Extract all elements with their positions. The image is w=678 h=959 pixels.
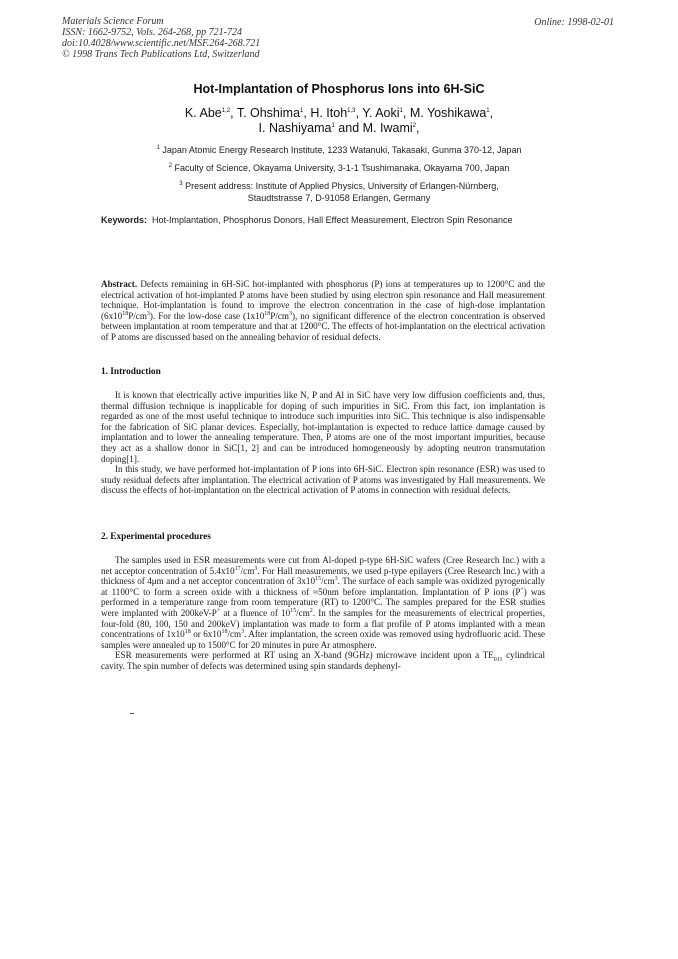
author-separator: , — [489, 106, 494, 120]
intro-paragraph-1: It is known that electrically active impurities like N, P and Al in SiC have very low diffusion coefficients and, thus, thermal diffusion technique is inapplicable for doping of such impurities in SiC. From this fact, ion implantation is regarded as one of the most useful technique to introduce such impurities into SiC. This technique is also indispensable for the fabrication of SiC planar devices. Especially, hot-implantation is expected to reduce lattice damage caused by implantation and to lower the annealing temperature. Then, P atoms are one of the most important impurities, because they act as a shallow donor in SiC[1, 2] and can be introduced homogeneously by adopting neutron transmutation doping[1]. — [101, 390, 545, 464]
superscript: 2 — [309, 607, 313, 614]
exp-paragraph-2 — [101, 650, 545, 671]
issn-line: ISSN: 1662-9752, Vols. 264-268, pp 721-724 — [62, 27, 242, 38]
author-separator: , — [402, 106, 410, 120]
journal-name: Materials Science Forum — [62, 16, 164, 27]
page-mark — [130, 713, 134, 714]
affiliation-1 — [60, 144, 618, 156]
journal-header — [62, 16, 260, 60]
text-run: /cm — [227, 629, 242, 640]
keywords — [101, 215, 549, 226]
text-run: or 6x10 — [190, 629, 222, 640]
exp-paragraph-1 — [101, 555, 545, 650]
author: H. Itoh — [310, 106, 348, 120]
superscript: 17 — [234, 565, 241, 572]
author-line-1 — [60, 106, 618, 121]
experimental-body — [101, 555, 545, 672]
superscript: 3 — [254, 565, 258, 572]
author-separator: , — [230, 106, 237, 120]
text-run: ) was performed in a temperature range from room temperature (RT) to 1200°C. The samples prepared for the ESR studies were implanted with 200keV-P — [101, 586, 545, 618]
superscript: 18 — [184, 629, 191, 636]
author-separator: , — [415, 121, 420, 135]
text-run: . For Hall measurements, we used p-type epilayers (Cree Research Inc.) with a thickness of 4μm and a net acceptor concentration of 3x10 — [101, 565, 545, 587]
author: T. Ohshima — [236, 106, 301, 120]
copyright-line: © 1998 Trans Tech Publications Ltd, Switzerland — [62, 49, 260, 60]
author-affiliation-mark: 1 — [331, 122, 335, 129]
author-affiliation-mark: 1 — [399, 107, 403, 114]
author-separator: , — [355, 106, 363, 120]
author-separator: and — [334, 121, 363, 135]
text-run: ). For the low-dose case (1x10 — [149, 310, 265, 321]
author-affiliation-mark: 1,3 — [347, 107, 356, 114]
text-run: Defects remaining in 6H-SiC hot-implanted with phosphorus (P) ions at temperatures up to 1200°C and the electrical activation of hot-implanted P atoms have been studied by using electron spin resonance and Hall measurement technique. Hot-implantation is found to improve the electron concentration in the case of high-dose implantation (6x10 — [101, 279, 545, 321]
abstract-label: Abstract. — [101, 279, 138, 289]
author-affiliation-mark: 1 — [300, 107, 304, 114]
superscript: 15 — [290, 607, 297, 614]
text-run: . The surface of each sample was oxidized pyrogenically at 1100°C to form a screen oxide with a thickness of ≈50nm before implantation. Implantation of P ions (P — [101, 576, 545, 597]
author-separator: , — [303, 106, 311, 120]
affiliation-mark: 1 — [156, 145, 160, 151]
introduction-body — [101, 390, 545, 496]
author-affiliation-mark: 2 — [412, 122, 416, 129]
text-run: at a fluence of 10 — [220, 607, 291, 618]
text-run: P/cm — [270, 310, 289, 321]
superscript: + — [216, 607, 221, 614]
superscript: 18 — [122, 310, 129, 317]
superscript: + — [520, 586, 524, 593]
superscript: 18 — [264, 310, 271, 317]
text-run: . In the samples for the measurements of electrical properties, four-fold (80, 100, 150 and 200keV) implantation was made to form a flat profile of P atoms implanted with a mean concentrations of 1x10 — [101, 607, 545, 640]
affiliation-mark: 3 — [179, 181, 183, 187]
author: M. Yoshikawa — [409, 106, 487, 120]
affiliation-mark: 2 — [168, 163, 172, 169]
intro-paragraph-2: In this study, we have performed hot-implantation of P ions into 6H-SiC. Electron spin resonance (ESR) was used to study residual defects after implantation. The electrical activation of P atoms was investigated by Hall measurements. We discuss the effects of hot-implantation on the electrical activation of P atoms in connection with residual defects. — [101, 464, 545, 496]
text-run: P/cm — [128, 310, 147, 321]
keywords-label: Keywords: — [101, 215, 148, 225]
superscript: 3 — [288, 310, 292, 317]
text-run: /cm — [321, 576, 335, 587]
abstract — [101, 279, 545, 343]
text-run: cylindrical cavity. The spin number of defects was determined using spin standards dephenyl- — [101, 650, 545, 671]
author-affiliation-mark: 1,2 — [221, 107, 231, 114]
author: Y. Aoki — [362, 106, 400, 120]
affiliation-text: Present address: Institute of Applied Physics, University of Erlangen-Nürnberg, — [185, 181, 499, 191]
author: M. Iwami — [362, 121, 413, 135]
affiliation-2 — [60, 162, 618, 174]
keywords-text: Hot-Implantation, Phosphorus Donors, Hall Effect Measurement, Electron Spin Resonance — [152, 215, 513, 225]
section-heading-experimental: 2. Experimental procedures — [101, 532, 211, 542]
subscript: 011 — [493, 657, 503, 664]
text-run: The samples used in ESR measurements were cut from Al-doped p-type 6H-SiC wafers (Cree Research Inc.) with a net acceptor concentration of 5.4x10 — [101, 555, 545, 576]
author: I. Nashiyama — [258, 121, 332, 135]
text-run: /cm — [240, 565, 255, 576]
text-run: ESR measurements were performed at RT using an X-band (9GHz) microwave incident upon a TE — [115, 650, 494, 661]
paper-title: Hot-Implantation of Phosphorus Ions into 6H-SiC — [193, 82, 485, 96]
superscript: 18 — [221, 629, 228, 636]
superscript: 15 — [315, 576, 322, 583]
author-list — [60, 106, 618, 136]
section-heading-introduction: 1. Introduction — [101, 367, 161, 377]
doi-link[interactable]: doi:10.4028/www.scientific.net/MSF.264-268.721 — [62, 38, 261, 49]
author: K. Abe — [184, 106, 222, 120]
affiliation-text: Japan Atomic Energy Research Institute, 1233 Watanuki, Takasaki, Gunma 370-12, Japan — [162, 145, 522, 155]
text-run: ), no significant difference of the electron concentration is observed between implantation at room temperature and that at 1200°C. The effects of hot-implantation on the electrical activation of P atoms are discussed based on the annealing behavior of residual defects. — [101, 310, 545, 342]
author-affiliation-mark: 1 — [486, 107, 490, 114]
superscript: 3 — [241, 629, 245, 636]
affiliation-3 — [60, 180, 618, 204]
affiliation-text-line2: Staudtstrasse 7, D-91058 Erlangen, Germany — [247, 193, 431, 203]
affiliation-text: Faculty of Science, Okayama University, 3-1-1 Tsushimanaka, Okayama 700, Japan — [174, 163, 510, 173]
online-date: Online: 1998-02-01 — [534, 17, 614, 28]
superscript: 3 — [334, 576, 338, 583]
author-line-2 — [60, 121, 618, 136]
superscript: 3 — [146, 310, 150, 317]
text-run: . After implantation, the screen oxide was removed using hydrofluoric acid. These samples were annealed up to 1500°C for 20 minutes in pure Ar atmosphere. — [101, 629, 546, 650]
text-run: /cm — [296, 607, 310, 618]
abstract-paragraph — [101, 279, 545, 343]
